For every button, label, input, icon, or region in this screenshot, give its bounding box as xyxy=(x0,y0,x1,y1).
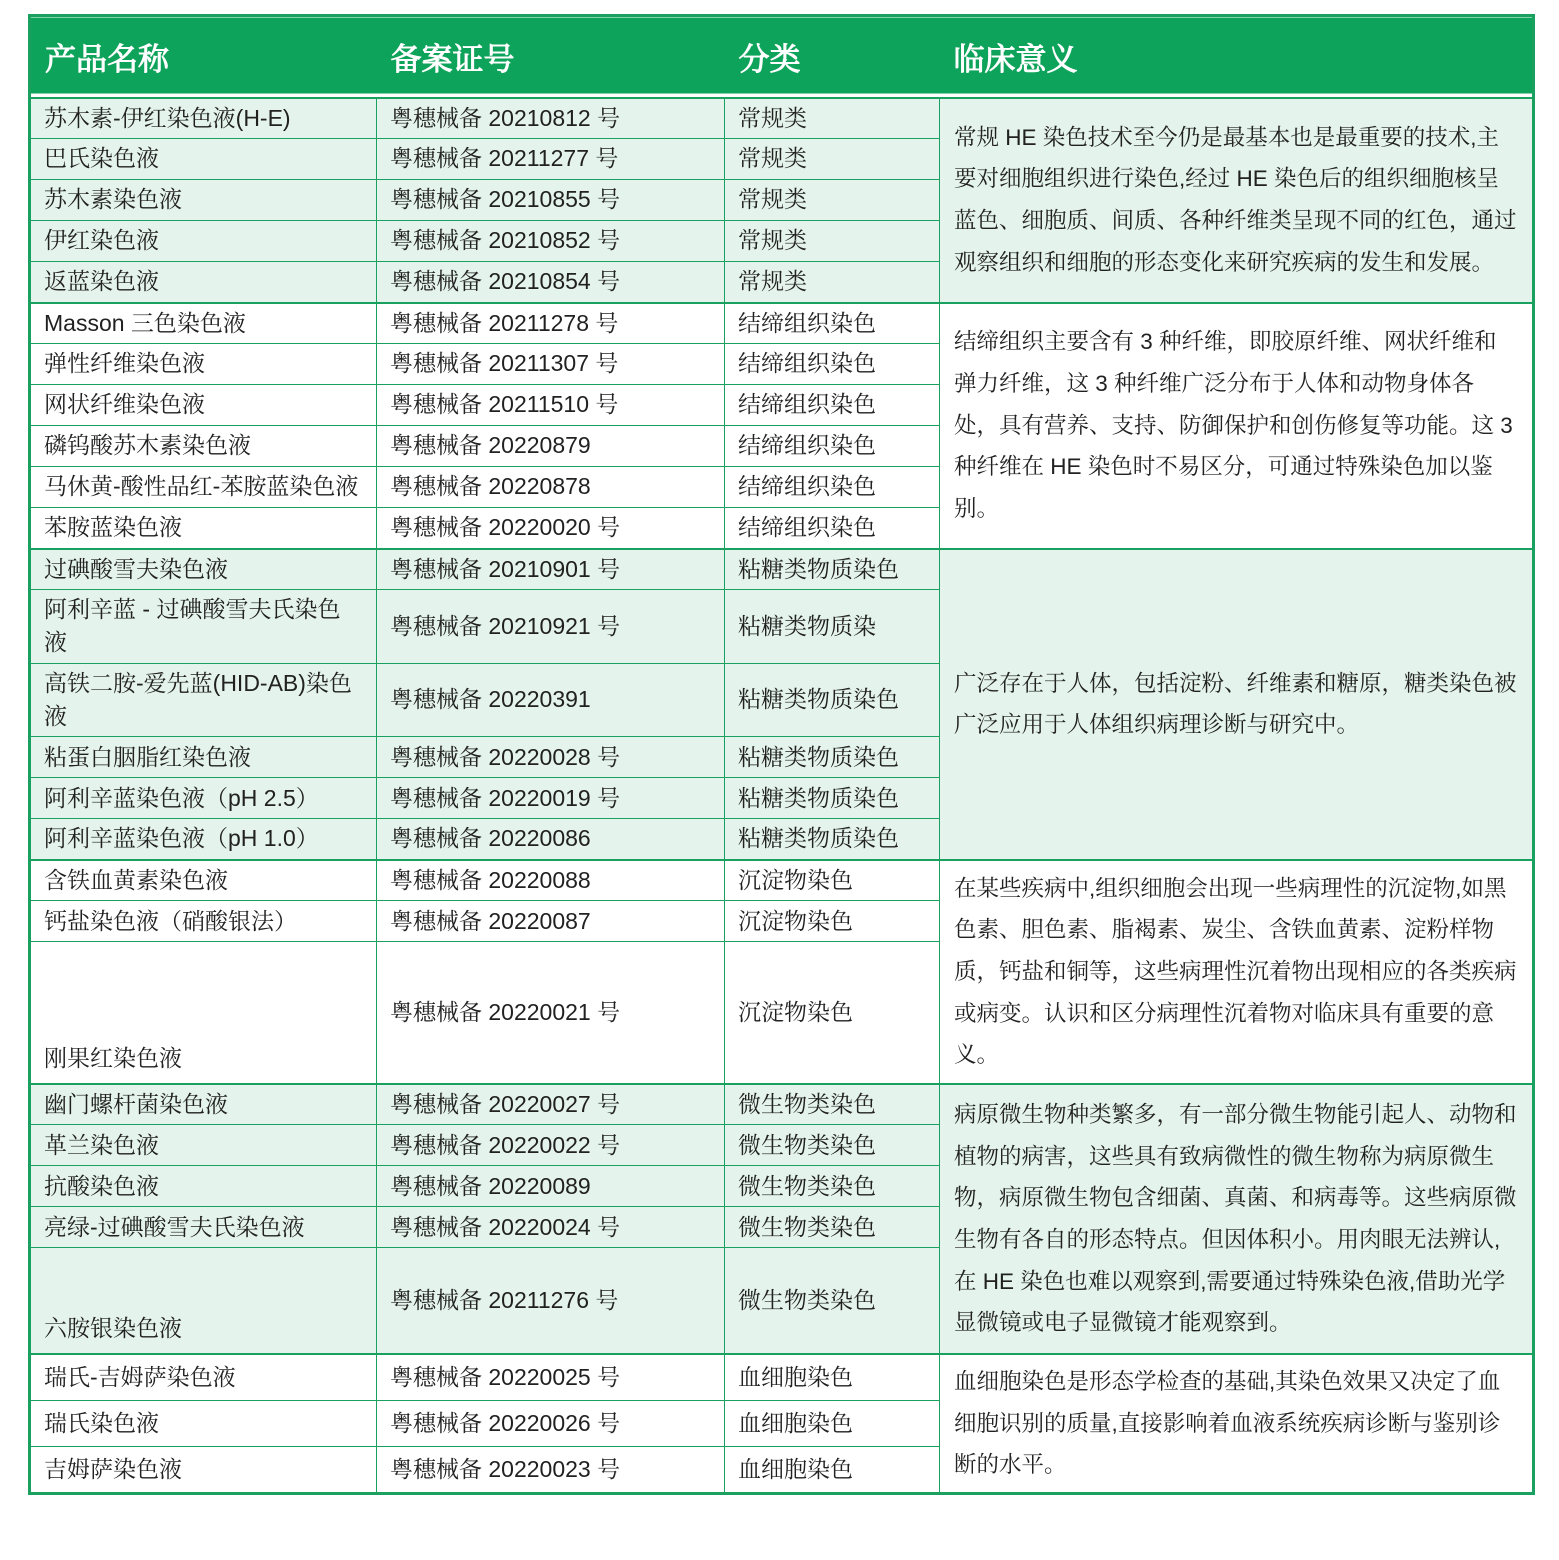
column-header-product-name: 产品名称 xyxy=(30,16,377,98)
product-name-cell: 过碘酸雪夫染色液 xyxy=(30,549,377,590)
significance-cell: 常规 HE 染色技术至今仍是最基本也是最重要的技术,主要对细胞组织进行染色,经过 HE 染色后的组织细胞核呈蓝色、细胞质、间质、各种纤维类呈现不同的红色，通过观察组织和细胞的形态变化来研究疾病的发生和发展。 xyxy=(940,98,1534,303)
cert-number-cell: 粤穗械备 20220025 号 xyxy=(377,1354,725,1400)
cert-number-cell: 粤穗械备 20210852 号 xyxy=(377,221,725,262)
cert-number-cell: 粤穗械备 20220023 号 xyxy=(377,1447,725,1494)
table-body xyxy=(30,98,1534,1494)
category-cell: 粘糖类物质染色 xyxy=(725,819,940,860)
category-cell: 沉淀物染色 xyxy=(725,901,940,942)
significance-cell: 结缔组织主要含有 3 种纤维，即胶原纤维、网状纤维和弹力纤维，这 3 种纤维广泛分布于人体和动物身体各处，具有营养、支持、防御保护和创伤修复等功能。这 3 种纤维在 HE 染色时不易区分，可通过特殊染色加以鉴别。 xyxy=(940,303,1534,549)
product-name-cell: 苏木素染色液 xyxy=(30,180,377,221)
product-name-cell: 阿利辛蓝染色液（pH 1.0） xyxy=(30,819,377,860)
cert-number-cell: 粤穗械备 20220021 号 xyxy=(377,942,725,1084)
category-cell: 常规类 xyxy=(725,139,940,180)
table-row xyxy=(30,98,1534,139)
significance-cell: 血细胞染色是形态学检查的基础,其染色效果又决定了血细胞识别的质量,直接影响着血液系统疾病诊断与鉴别诊断的水平。 xyxy=(940,1354,1534,1493)
cert-number-cell: 粤穗械备 20220019 号 xyxy=(377,778,725,819)
category-cell: 粘糖类物质染 xyxy=(725,590,940,664)
cert-number-cell: 粤穗械备 20210855 号 xyxy=(377,180,725,221)
column-header-category: 分类 xyxy=(725,16,940,98)
product-name-cell: 革兰染色液 xyxy=(30,1125,377,1166)
cert-number-cell: 粤穗械备 20220879 xyxy=(377,426,725,467)
table-row xyxy=(30,549,1534,590)
cert-number-cell: 粤穗械备 20220878 xyxy=(377,467,725,508)
cert-number-cell: 粤穗械备 20210921 号 xyxy=(377,590,725,664)
cert-number-cell: 粤穗械备 20220087 xyxy=(377,901,725,942)
column-header-cert-number: 备案证号 xyxy=(377,16,725,98)
cert-number-cell: 粤穗械备 20211277 号 xyxy=(377,139,725,180)
product-name-cell: 幽门螺杆菌染色液 xyxy=(30,1084,377,1125)
category-cell: 微生物类染色 xyxy=(725,1125,940,1166)
cert-number-cell: 粤穗械备 20211307 号 xyxy=(377,344,725,385)
category-cell: 结缔组织染色 xyxy=(725,426,940,467)
cert-number-cell: 粤穗械备 20220088 xyxy=(377,860,725,901)
significance-cell: 在某些疾病中,组织细胞会出现一些病理性的沉淀物,如黑色素、胆色素、脂褐素、炭尘、含铁血黄素、淀粉样物质，钙盐和铜等，这些病理性沉着物出现相应的各类疾病或病变。认识和区分病理性沉着物对临床具有重要的意义。 xyxy=(940,860,1534,1084)
category-cell: 粘糖类物质染色 xyxy=(725,737,940,778)
product-name-cell: 磷钨酸苏木素染色液 xyxy=(30,426,377,467)
category-cell: 血细胞染色 xyxy=(725,1447,940,1494)
product-name-cell: 苯胺蓝染色液 xyxy=(30,508,377,549)
product-name-cell: 瑞氏染色液 xyxy=(30,1400,377,1446)
cert-number-cell: 粤穗械备 20220026 号 xyxy=(377,1400,725,1446)
category-cell: 血细胞染色 xyxy=(725,1354,940,1400)
product-name-cell: 阿利辛蓝染色液（pH 2.5） xyxy=(30,778,377,819)
category-cell: 常规类 xyxy=(725,180,940,221)
product-name-cell: 含铁血黄素染色液 xyxy=(30,860,377,901)
cert-number-cell: 粤穗械备 20220020 号 xyxy=(377,508,725,549)
product-name-cell: 阿利辛蓝 - 过碘酸雪夫氏染色液 xyxy=(30,590,377,664)
product-name-cell: 苏木素-伊红染色液(H-E) xyxy=(30,98,377,139)
category-cell: 粘糖类物质染色 xyxy=(725,663,940,737)
cert-number-cell: 粤穗械备 20211510 号 xyxy=(377,385,725,426)
product-name-cell: 伊红染色液 xyxy=(30,221,377,262)
category-cell: 沉淀物染色 xyxy=(725,860,940,901)
cert-number-cell: 粤穗械备 20211276 号 xyxy=(377,1248,725,1354)
cert-number-cell: 粤穗械备 20210854 号 xyxy=(377,262,725,303)
category-cell: 微生物类染色 xyxy=(725,1166,940,1207)
category-cell: 微生物类染色 xyxy=(725,1248,940,1354)
product-name-cell: 巴氏染色液 xyxy=(30,139,377,180)
product-name-cell: 网状纤维染色液 xyxy=(30,385,377,426)
category-cell: 常规类 xyxy=(725,262,940,303)
category-cell: 结缔组织染色 xyxy=(725,385,940,426)
product-name-cell: 高铁二胺-爱先蓝(HID-AB)染色液 xyxy=(30,663,377,737)
cert-number-cell: 粤穗械备 20220024 号 xyxy=(377,1207,725,1248)
cert-number-cell: 粤穗械备 20220086 xyxy=(377,819,725,860)
category-cell: 结缔组织染色 xyxy=(725,508,940,549)
product-name-cell: 弹性纤维染色液 xyxy=(30,344,377,385)
column-header-significance: 临床意义 xyxy=(940,16,1534,98)
category-cell: 血细胞染色 xyxy=(725,1400,940,1446)
product-name-cell: 六胺银染色液 xyxy=(30,1248,377,1354)
product-name-cell: 马休黄-酸性品红-苯胺蓝染色液 xyxy=(30,467,377,508)
category-cell: 微生物类染色 xyxy=(725,1207,940,1248)
table-row xyxy=(30,303,1534,344)
category-cell: 粘糖类物质染色 xyxy=(725,549,940,590)
category-cell: 粘糖类物质染色 xyxy=(725,778,940,819)
product-name-cell: 返蓝染色液 xyxy=(30,262,377,303)
cert-number-cell: 粤穗械备 20210812 号 xyxy=(377,98,725,139)
product-name-cell: 刚果红染色液 xyxy=(30,942,377,1084)
product-name-cell: 粘蛋白胭脂红染色液 xyxy=(30,737,377,778)
table-row xyxy=(30,860,1534,901)
product-name-cell: 吉姆萨染色液 xyxy=(30,1447,377,1494)
product-name-cell: 亮绿-过碘酸雪夫氏染色液 xyxy=(30,1207,377,1248)
cert-number-cell: 粤穗械备 20220027 号 xyxy=(377,1084,725,1125)
category-cell: 结缔组织染色 xyxy=(725,467,940,508)
product-name-cell: Masson 三色染色液 xyxy=(30,303,377,344)
cert-number-cell: 粤穗械备 20220391 xyxy=(377,663,725,737)
category-cell: 结缔组织染色 xyxy=(725,303,940,344)
product-table xyxy=(28,14,1535,1495)
table-row xyxy=(30,1354,1534,1400)
category-cell: 结缔组织染色 xyxy=(725,344,940,385)
product-name-cell: 钙盐染色液（硝酸银法） xyxy=(30,901,377,942)
product-name-cell: 抗酸染色液 xyxy=(30,1166,377,1207)
cert-number-cell: 粤穗械备 20220028 号 xyxy=(377,737,725,778)
cert-number-cell: 粤穗械备 20220089 xyxy=(377,1166,725,1207)
category-cell: 常规类 xyxy=(725,98,940,139)
table-row xyxy=(30,1084,1534,1125)
significance-cell: 广泛存在于人体，包括淀粉、纤维素和糖原，糖类染色被广泛应用于人体组织病理诊断与研究中。 xyxy=(940,549,1534,860)
cert-number-cell: 粤穗械备 20211278 号 xyxy=(377,303,725,344)
category-cell: 沉淀物染色 xyxy=(725,942,940,1084)
category-cell: 微生物类染色 xyxy=(725,1084,940,1125)
significance-cell: 病原微生物种类繁多，有一部分微生物能引起人、动物和植物的病害，这些具有致病微性的微生物称为病原微生物，病原微生物包含细菌、真菌、和病毒等。这些病原微生物有各自的形态特点。但因体积小。用肉眼无法辨认,在 HE 染色也难以观察到,需要通过特殊染色液,借助光学显微镜或电子显微镜才能观察到。 xyxy=(940,1084,1534,1354)
product-name-cell: 瑞氏-吉姆萨染色液 xyxy=(30,1354,377,1400)
category-cell: 常规类 xyxy=(725,221,940,262)
table-header xyxy=(30,16,1534,98)
header-row xyxy=(30,16,1534,98)
cert-number-cell: 粤穗械备 20220022 号 xyxy=(377,1125,725,1166)
cert-number-cell: 粤穗械备 20210901 号 xyxy=(377,549,725,590)
